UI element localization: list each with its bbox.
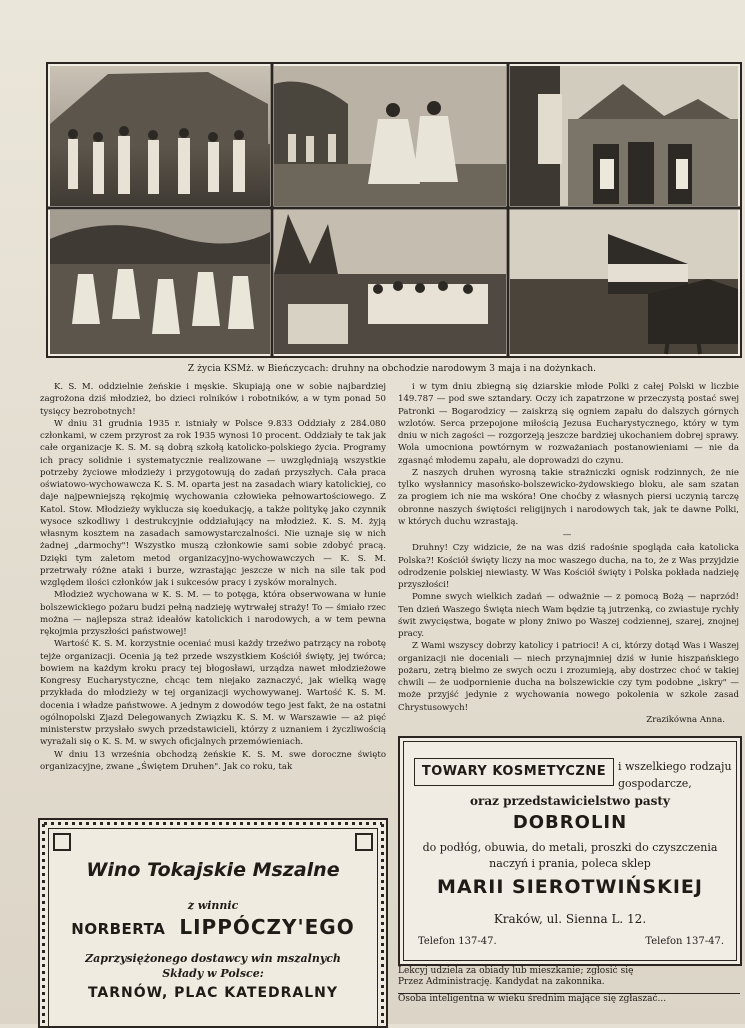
article-paragraph: Druhny! Czy widzicie, że na was dziś radośnie spogląda cała katolicka Polska?! Kościół święty liczy na moc waszego ducha, na to, że z Was przyjdzie odrodzenie polskiej niewiasty. W Was Kościół święty i Polska pokłada nadzieję przyszłości! — [398, 543, 739, 590]
classified-line: Osoba inteligentna w wieku średnim mające się zgłaszać... — [398, 994, 667, 1004]
classified-line: Przez Administrację. Kandydat na zakonnika. — [398, 977, 605, 987]
corner-ornament — [53, 833, 71, 851]
cosmetics-ad-brand: DOBROLIN — [512, 812, 628, 833]
photo-1 — [50, 66, 270, 206]
supplier-line: Składy w Polsce: — [162, 967, 264, 980]
producer-last-name: LIPPÓCZY'EGO — [179, 915, 355, 939]
wine-advertisement — [38, 818, 388, 1028]
cosmetics-ad-shop: MARII SIEROTWIŃSKIEJ — [437, 876, 703, 898]
classified-line: Lekcyj udziela za obiady lub mieszkanie; zgłosić się — [398, 966, 634, 976]
wine-ad-from: z winnic — [187, 899, 239, 912]
ornament-border-top — [44, 822, 382, 825]
photo-2 — [274, 66, 506, 206]
photo-6 — [510, 210, 738, 354]
wine-ad-title: Wino Tokajskie Mszalne — [86, 859, 340, 881]
cosmetics-ad-line: oraz przedstawicielstwo pasty — [470, 794, 670, 808]
article-paragraph: Pomne swych wielkich zadań — odważnie — z pomocą Bożą — naprzód! Ten dzień Waszego Święta niech Wam będzie tą jutrzenką, co zwiastuje rychły świt zwycięstwa, bogate w plony żniwo po Waszej codziennej, szarej, znojnej pracy. — [398, 592, 739, 639]
ornament-border-left — [42, 824, 45, 1026]
cosmetics-advertisement — [398, 736, 742, 966]
producer-first-name: NORBERTA — [71, 920, 166, 938]
cosmetics-ad-phone: Telefon 137-47. — [645, 936, 724, 947]
article-paragraph: Z naszych druhen wyrosną takie strażniczki ognisk rodzinnych, że nie tylko wysłannicy masońsko-bolszewicko-żydowskiego bloku, ale sam szatan za progiem ich nie ma wskóra! One choćby z własnych piersi uczynią tarczę obronne naszych świętości religijnych i narodowych tak, jak te dawne Polki, w których duchu wzrastają. — [398, 467, 739, 527]
cosmetics-ad-heading-tail: i wszelkiego rodzaju gospodarcze, — [618, 760, 732, 790]
wine-ad-frame — [48, 828, 378, 1026]
classified-ads — [398, 966, 740, 1005]
cosmetics-ad-frame — [403, 741, 737, 961]
cosmetics-ad-heading: TOWARY KOSMETYCZNE — [414, 758, 614, 786]
cosmetics-ad-phone: Telefon 137-47. — [418, 936, 497, 947]
photo-3 — [510, 66, 738, 206]
supplier-line: Zaprzysiężonego dostawcy win mszalnych — [85, 952, 341, 965]
article-left-column — [40, 381, 386, 773]
article-paragraph: K. S. M. oddzielnie żeńskie i męskie. Skupiają one w sobie najbardziej zagrożona dziś młodzież, bo dzieci rolników i robotników, a w tym ponad 50 tysięcy bezrobotnych! — [40, 382, 386, 417]
cosmetics-ad-address: Kraków, ul. Sienna L. 12. — [493, 912, 647, 926]
article-paragraph: Młodzież wychowana w K. S. M. — to potęga, która obserwowana w łunie bolszewickiego pożaru budzi pełną nadzieję wytrwałej straży! To — śmiało rzec można — najlepsza straż ideałów katolickich i narodowych, a w tem pewna rękojmia przyszłości państwowej! — [40, 590, 386, 637]
photo-collage-image — [48, 64, 740, 356]
article-paragraph: i w tym dniu zbiegną się dziarskie młode Polki z całej Polski w liczbie 149.787 — pod swe sztandary. Oczy ich zapatrzone w przeczystą postać swej Patronki — Bogarodzicy — zaiskrzą się ogniem zapału do dalszych górnych wzlotów. Serca przepojone miłością Jezusa Eucharystycznego, który w tym dniu w nich zagości — rozgorzeją jeszcze bardziej ukochaniem dobrej sprawy. Wola umocniona powtórnym w rozważaniach postanowieniami — nie da zgasnąć młodemu zapału, ale doprowadzi do czynu. — [398, 382, 739, 466]
photo-4 — [50, 210, 270, 354]
ornament-border-right — [381, 824, 384, 1026]
article-paragraph: W dniu 13 września obchodzą żeńskie K. S. M. swe doroczne święto organizacyjne, zwane „Świętem Druhen". Jak co roku, tak — [40, 749, 386, 772]
photo-caption: Z życia KSMż. w Bieńczycach: druhny na obchodzie narodowym 3 maja i na dożynkach. — [187, 364, 597, 374]
wine-ad-supplier — [49, 951, 377, 981]
article-signature: Zrazikówna Anna. — [646, 714, 725, 725]
photo-5 — [274, 210, 506, 354]
article-paragraph: W dniu 31 grudnia 1935 r. istniały w Polsce 9.833 Oddziały z 284.080 członkami, w czem przyrost za rok 1935 wynosi 10 procent. Oddziały te tak jak całe organizacje K. S. M. są dobrą szkołą katolicko-polskiego życia. Programy ich pracy solidnie i systematycznie realizowane — uwzględniają wszystkie potrzeby życiowe młodzieży i przygotowują do zadań przyszłych. Cała praca oświatowo-wychowawcza K. S. M. oparta jest na zasadach wiary katolickiej, co daje najpewniejszą rękojmię wychowania człowieka pełnowartościowego. Z Katol. Stow. Młodzieży wyklucza się koedukację, a także politykę jako czynnik wysoce szkodliwy i destrukcyjnie oddziałujący na młodzież. K. S. M. żyją własnym kosztem na zasadach samowystarczalności. Nie uznaje się w nich żadnej „darmochy"! Wszystko muszą członkowie sami sobie zdobyć pracą. Dzięki tym zaletom metod organizacyjno-wychowawczych — K. S. M. przetrwały różne ataki i burze, wzrastając jeszcze w nich na sile tak pod względem ilości członków jak i sukcesów pracy i zysków moralnych. — [40, 418, 386, 588]
section-divider: — — [562, 530, 575, 540]
article-paragraph: Z Wami wszyscy dobrzy katolicy i patrioci! A ci, którzy dotąd Was i Waszej organizacji nie doceniali — niech przynajmniej dziś w łunie hiszpańskiego pożaru, zetrą bielmo ze swych oczu i zrozumieją, aby dostrzec choć w takiej chwili — że uodpornienie ducha na bolszewickie czy tym podobne „iskry" — może przyjść jedynie z wychowania nowego pokolenia w szkole zasad Chrystusowych! — [398, 641, 739, 713]
article-paragraph: Wartość K. S. M. korzystnie oceniać musi każdy trzeźwo patrzący na robotę tejże organizacji. Ocenia ją też przede wszystkiem Kościół święty, jej twórca; bowiem na każdym kroku pracy tej błogosławi, urządza nawet młodzieżowe Kongresy Eucharystyczne, chcąc tem niejako zaznaczyć, jak wielką wagę przykłada do młodzieży w tej organizacji wychowywanej. Wartość K. S. M. docenia i władze państwowe. A jednym z dowodów tego jest fakt, że na ostatni ogólnopolski Zjazd Delegowanych Związku K. S. M. w Warszawie — aż pięć ministerstw przysłało swych przedstawicieli, którzy z uznaniem i życzliwością wyrażali się o K. S. M. w swych oficjalnych przemówieniach. — [40, 639, 386, 748]
wine-ad-address: TARNÓW, PLAC KATEDRALNY — [87, 985, 339, 1001]
corner-ornament — [355, 833, 373, 851]
photo-collage — [46, 62, 742, 358]
article-right-column — [398, 381, 739, 726]
wine-ad-producer — [49, 915, 377, 939]
cosmetics-ad-products: do podłóg, obuwia, do metali, proszki do czyszczenia naczyń i prania, poleca sklep — [422, 841, 718, 870]
